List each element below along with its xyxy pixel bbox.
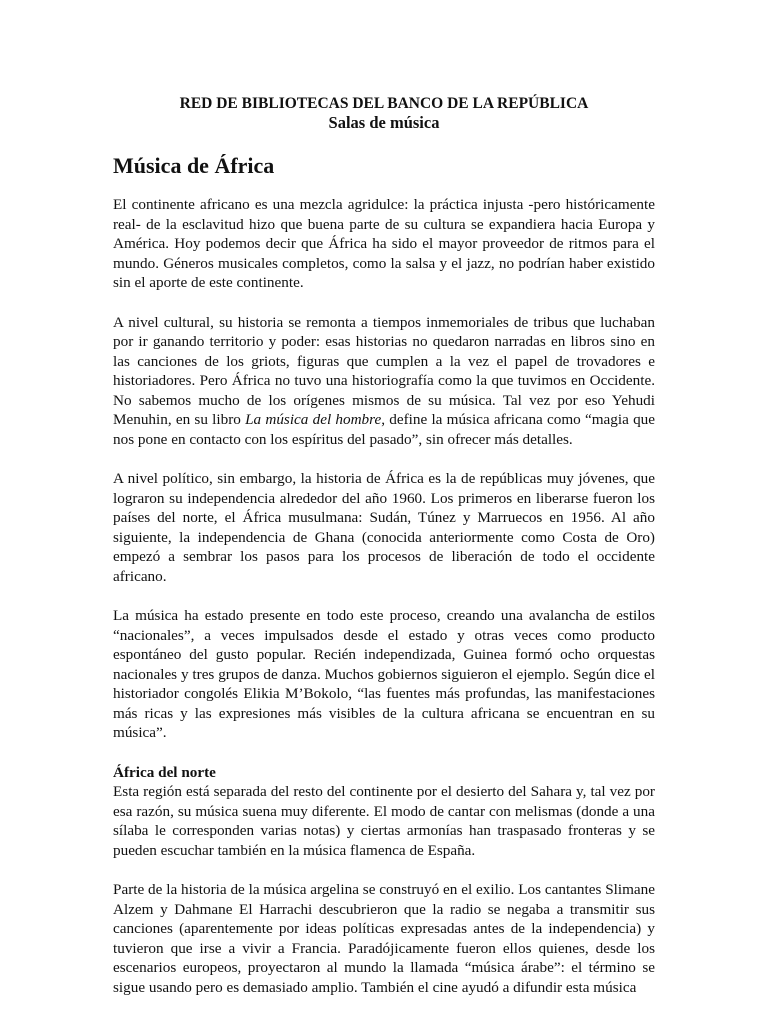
- book-title: La música del hombre: [245, 411, 382, 428]
- paragraph-intro: El continente africano es una mezcla agridulce: la práctica injusta -pero históricamente real- de la esclavitud hizo que buena parte de su cultura se expandiera hacia Europa y América. Hoy podemos decir que África ha sido el mayor proveedor de ritmos para el mundo. Géneros musicales completos, como la salsa y el jazz, no podrían haber existido sin el aporte de este continente.: [113, 196, 655, 291]
- paragraph-cultural-text-1: A nivel cultural, su historia se remonta a tiempos inmemoriales de tribus que luchaban por ir ganando territorio y poder: esas historias no quedaron narradas en libros sino en las canciones de los griots, figuras que cumplen a la vez el papel de trovadores e historiadores. Pero África no tuvo una historiografía como la que tuvimos en Occidente. No sabemos mucho de los orígenes mismos de su música. Tal vez por eso Yehudi Menuhin, en su libro: [113, 313, 655, 428]
- paragraph-cultural: [113, 313, 655, 450]
- paragraph-political: A nivel político, sin embargo, la historia de África es la de repúblicas muy jóvenes, que lograron su independencia alrededor del año 1960. Los primeros en liberarse fueron los países del norte, el África musulmana: Sudán, Túnez y Marruecos en 1956. Al año siguiente, la independencia de Ghana (conocida anteriormente como Costa de Oro) empezó a sembrar los pasos para los procesos de liberación de todo el occidente africano.: [113, 470, 655, 585]
- paragraph-algerian-music: Parte de la historia de la música argelina se construyó en el exilio. Los cantantes Slimane Alzem y Dahmane El Harrachi descubrieron que la radio se negaba a transmitir sus canciones (aparentemente por ideas políticas expresadas antes de la independencia) y tuvieron que irse a vivir a Francia. Paradójicamente fueron ellos quienes, desde los escenarios europeos, proyectaron al mundo la llamada “música árabe”: el término se sigue usando pero es demasiado amplio. También el cine ayudó a difundir esta música: [113, 881, 655, 996]
- paragraph-cultural-text-2: , define la música africana como “magia que nos pone en contacto con los espíritus del pasado”, sin ofrecer más detalles.: [113, 411, 655, 448]
- header-subtitle: Salas de música: [328, 113, 440, 132]
- document-title: Música de África: [113, 153, 275, 178]
- paragraph-north-region: Esta región está separada del resto del continente por el desierto del Sahara y, tal vez por esa razón, su música suena muy diferente. El modo de cantar con melismas (donde a una sílaba le corresponden varias notas) y ciertas armonías han traspasado fronteras y se pueden escuchar también en la música flamenca de España.: [113, 783, 655, 859]
- paragraph-music-process: La música ha estado presente en todo este proceso, creando una avalancha de estilos “nacionales”, a veces impulsados desde el estado y otras veces como producto espontáneo del gusto popular. Recién independizada, Guinea formó ocho orquestas nacionales y tres grupos de danza. Muchos gobiernos siguieron el ejemplo. Según dice el historiador congolés Elikia M’Bokolo, “las fuentes más profundas, las manifestaciones más ricas y las expresiones más visibles de la cultura africana se encuentran en su música”.: [113, 607, 655, 741]
- section-heading-north-africa: África del norte: [113, 763, 216, 781]
- header-organization: RED DE BIBLIOTECAS DEL BANCO DE LA REPÚBLICA: [179, 95, 589, 112]
